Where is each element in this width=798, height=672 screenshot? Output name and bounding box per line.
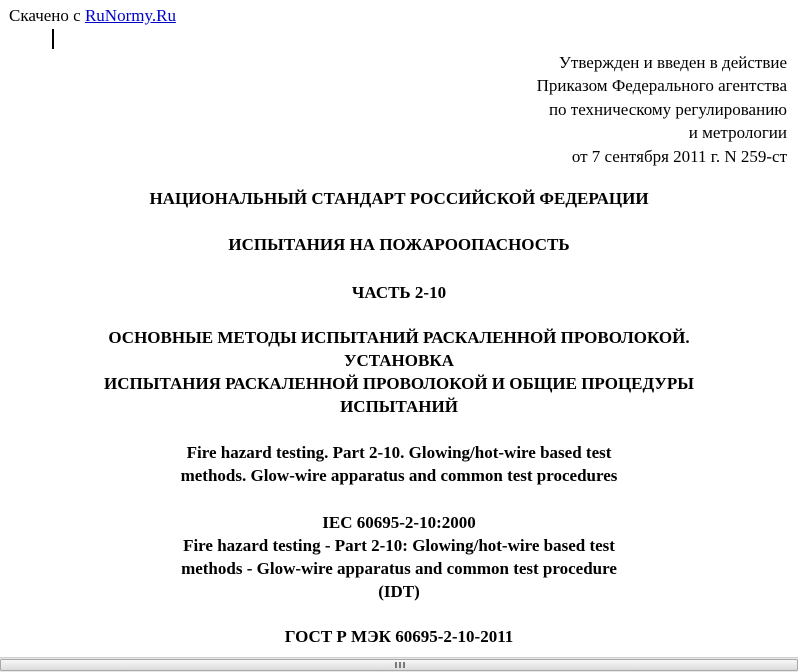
national-standard-title-text: НАЦИОНАЛЬНЫЙ СТАНДАРТ РОССИЙСКОЙ ФЕДЕРАЦИИ — [149, 189, 649, 208]
methods-title — [0, 326, 798, 418]
source-line — [9, 6, 176, 26]
iec-reference-line: methods - Glow-wire apparatus and common test procedure — [181, 559, 617, 578]
approval-line: Приказом Федерального агентства — [536, 76, 787, 96]
testing-title — [0, 233, 798, 256]
text-cursor — [52, 29, 54, 49]
testing-title-text: ИСПЫТАНИЯ НА ПОЖАРООПАСНОСТЬ — [228, 235, 570, 254]
methods-title-line: ИСПЫТАНИЯ РАСКАЛЕННОЙ ПРОВОЛОКОЙ И ОБЩИЕ ПРОЦЕДУРЫ — [104, 374, 694, 393]
methods-title-line: ИСПЫТАНИЙ — [340, 397, 458, 416]
national-standard-title — [0, 187, 798, 210]
methods-title-line: ОСНОВНЫЕ МЕТОДЫ ИСПЫТАНИЙ РАСКАЛЕННОЙ ПРОВОЛОКОЙ. — [108, 328, 690, 347]
iec-reference-line: IEC 60695-2-10:2000 — [322, 513, 476, 532]
horizontal-scrollbar[interactable] — [0, 657, 798, 672]
part-title-text: ЧАСТЬ 2-10 — [351, 283, 447, 302]
approval-line: по техническому регулированию — [548, 99, 787, 119]
english-title-line: Fire hazard testing. Part 2-10. Glowing/hot-wire based test — [186, 443, 612, 462]
approval-line: Утвержден и введен в действие — [558, 53, 787, 72]
iec-reference-line: Fire hazard testing - Part 2-10: Glowing/hot-wire based test — [183, 536, 615, 555]
gost-number-text: ГОСТ Р МЭК 60695-2-10-2011 — [284, 627, 514, 646]
approval-block — [387, 51, 787, 168]
approval-line: и метрологии — [688, 123, 787, 143]
scrollbar-thumb[interactable] — [0, 659, 798, 671]
english-title-line: methods. Glow-wire apparatus and common test procedures — [180, 466, 618, 485]
iec-reference — [0, 511, 798, 603]
iec-reference-line: (IDT) — [378, 582, 420, 601]
approval-line: от 7 сентября 2011 г. N 259-ст — [571, 146, 787, 166]
source-prefix: Скачено с — [9, 6, 85, 25]
part-title — [0, 281, 798, 304]
grip-icon — [395, 662, 405, 668]
methods-title-line: УСТАНОВКА — [344, 351, 454, 370]
runormy-link[interactable]: RuNormy.Ru — [84, 6, 176, 25]
gost-number — [0, 625, 798, 648]
english-title — [0, 441, 798, 487]
